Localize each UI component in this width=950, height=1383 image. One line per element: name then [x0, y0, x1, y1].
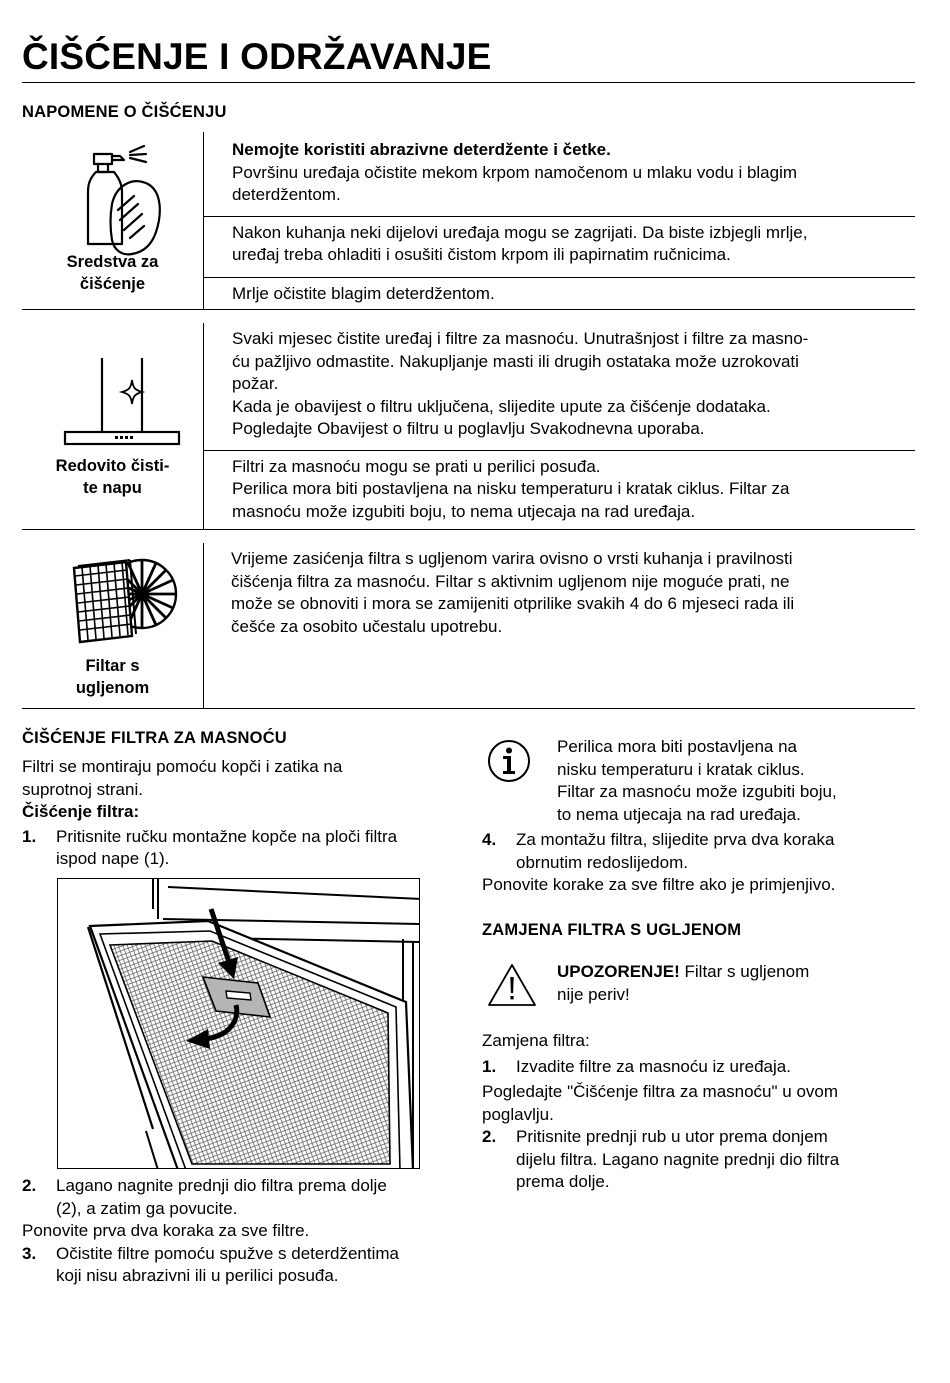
replace-label: Zamjena filtra:: [482, 1031, 590, 1050]
carbon-replace-step-1: 1. Izvadite filtre za masnoću iz uređaja.: [482, 1056, 791, 1076]
grease-filter-step-4-block: [482, 829, 912, 897]
carbon-filter-icon: [70, 550, 180, 650]
repeat-all-text: Ponovite korake za sve filtre ako je primjenjivo.: [482, 875, 836, 894]
cleaning-agents-block: [22, 132, 915, 310]
hood-cleaning-text: [204, 328, 915, 523]
carbon-replace-section: [482, 921, 912, 940]
grease-filter-heading: ČIŠĆENJE FILTRA ZA MASNOĆU: [22, 729, 287, 747]
cleaning-agents-note-2: Nakon kuhanja neki dijelovi uređaja mogu se zagrijati. Da biste izbjegli mrlje, uređaj treba ohladiti i osušiti čistom krpom ili papirnatim ručnicima.: [204, 216, 915, 277]
grease-filter-step-4: 4. Za montažu filtra, slijedite prva dva koraka obrnutim redoslijedom.: [482, 830, 835, 872]
cleaning-agents-icon-cell: [22, 132, 203, 309]
hood-cleaning-note-1: Svaki mjesec čistite uređaj i filtre za masnoću. Unutrašnjost i filtre za masno- ću pažljivo odmastite. Nakupljanje masti ili drugih ostataka može uzrokovati požar. Kada je obavijest o filtru uključena, slijedite upute za čišćenje dodataka. Pogledajte Obavijest o filtru u poglavlju Svakodnevna uporaba.: [232, 329, 809, 438]
warning-triangle-icon: [486, 962, 538, 1008]
filter-clip-diagram: [58, 879, 420, 1169]
grease-filter-repeat-text: Ponovite prva dva koraka za sve filtre.: [22, 1221, 310, 1240]
info-note: [482, 734, 912, 826]
carbon-replace-see-reference: Pogledajte "Čišćenje filtra za masnoću" u ovom poglavlju.: [482, 1082, 839, 1124]
cooker-hood-sparkle-icon: [62, 356, 182, 448]
grease-filter-steps-continued: [22, 1175, 462, 1288]
carbon-filter-note-1: Vrijeme zasićenja filtra s ugljenom varira ovisno o vrsti kuhanja i pravilnosti čišćenja filtra za masnoću. Filtar s aktivnim ugljenom nije moguće prati, ne može se obnoviti i mora se zamijeniti otprilike svakih 4 do 6 mjeseci rada ili češće za osobito učestalu upotrebu.: [231, 549, 795, 636]
cleaning-agents-text: [204, 132, 915, 305]
filter-removal-illustration: [57, 878, 420, 1169]
hood-cleaning-icon-cell: [22, 310, 203, 529]
carbon-replace-step-2: 2. Pritisnite prednji rub u utor prema donjem dijelu filtra. Lagano nagnite prednji dio filtra prema dolje.: [482, 1127, 840, 1191]
grease-filter-step-3: 3. Očistite filtre pomoću spužve s deterdžentima koji nisu abrazivni ili u perilici posuđa.: [22, 1243, 399, 1285]
grease-filter-intro: Filtri se montiraju pomoću kopči i zatika na suprotnoj strani.: [22, 757, 343, 799]
notes-heading: NAPOMENE O ČIŠĆENJU: [22, 103, 227, 121]
hood-cleaning-block: [22, 310, 915, 530]
grease-filter-section: [22, 729, 462, 871]
page-title: ČIŠĆENJE I ODRŽAVANJE: [22, 36, 492, 77]
grease-filter-subheading: Čišćenje filtra:: [22, 802, 140, 821]
cleaning-agents-note-1: Nemojte koristiti abrazivne deterdžente i četke. Površinu uređaja očistite mekom krpom namočenom u mlaku vodu i blagim deterdžentom.: [232, 140, 798, 204]
info-icon: [487, 739, 531, 783]
grease-filter-step-1: 1. Pritisnite ručku montažne kopče na ploči filtra ispod nape (1).: [22, 826, 398, 868]
info-note-text: Perilica mora biti postavljena na nisku temperaturu i kratak ciklus. Filtar za masnoću može izgubiti boju, to nema utjecaja na rad uređaja.: [557, 737, 837, 824]
carbon-filter-text: [204, 548, 915, 638]
spray-bottle-hand-icon: [84, 144, 180, 256]
title-divider: [22, 82, 915, 83]
hood-cleaning-label: Redovito čisti- te napu: [55, 457, 170, 497]
cleaning-agents-note-3: Mrlje očistite blagim deterdžentom.: [204, 277, 915, 306]
cleaning-agents-label: Sredstva za čišćenje: [66, 253, 159, 293]
carbon-filter-icon-cell: [22, 530, 203, 708]
warning-text: UPOZORENJE! Filtar s ugljenom nije periv!: [557, 962, 810, 1004]
carbon-replace-steps: [482, 1030, 912, 1194]
grease-filter-step-2: 2. Lagano nagnite prednji dio filtra prema dolje (2), a zatim ga povucite.: [22, 1176, 387, 1218]
carbon-filter-block: [22, 530, 915, 709]
warning-note: [482, 960, 912, 1010]
carbon-filter-label: Filtar s ugljenom: [75, 657, 150, 697]
hood-cleaning-note-2: Filtri za masnoću mogu se prati u perilici posuđa. Perilica mora biti postavljena na nisku temperaturu i kratak ciklus. Filtar za masnoću može izgubiti boju, to nema utjecaja na rad uređaja.: [204, 450, 915, 524]
carbon-replace-heading: ZAMJENA FILTRA S UGLJENOM: [482, 921, 742, 939]
